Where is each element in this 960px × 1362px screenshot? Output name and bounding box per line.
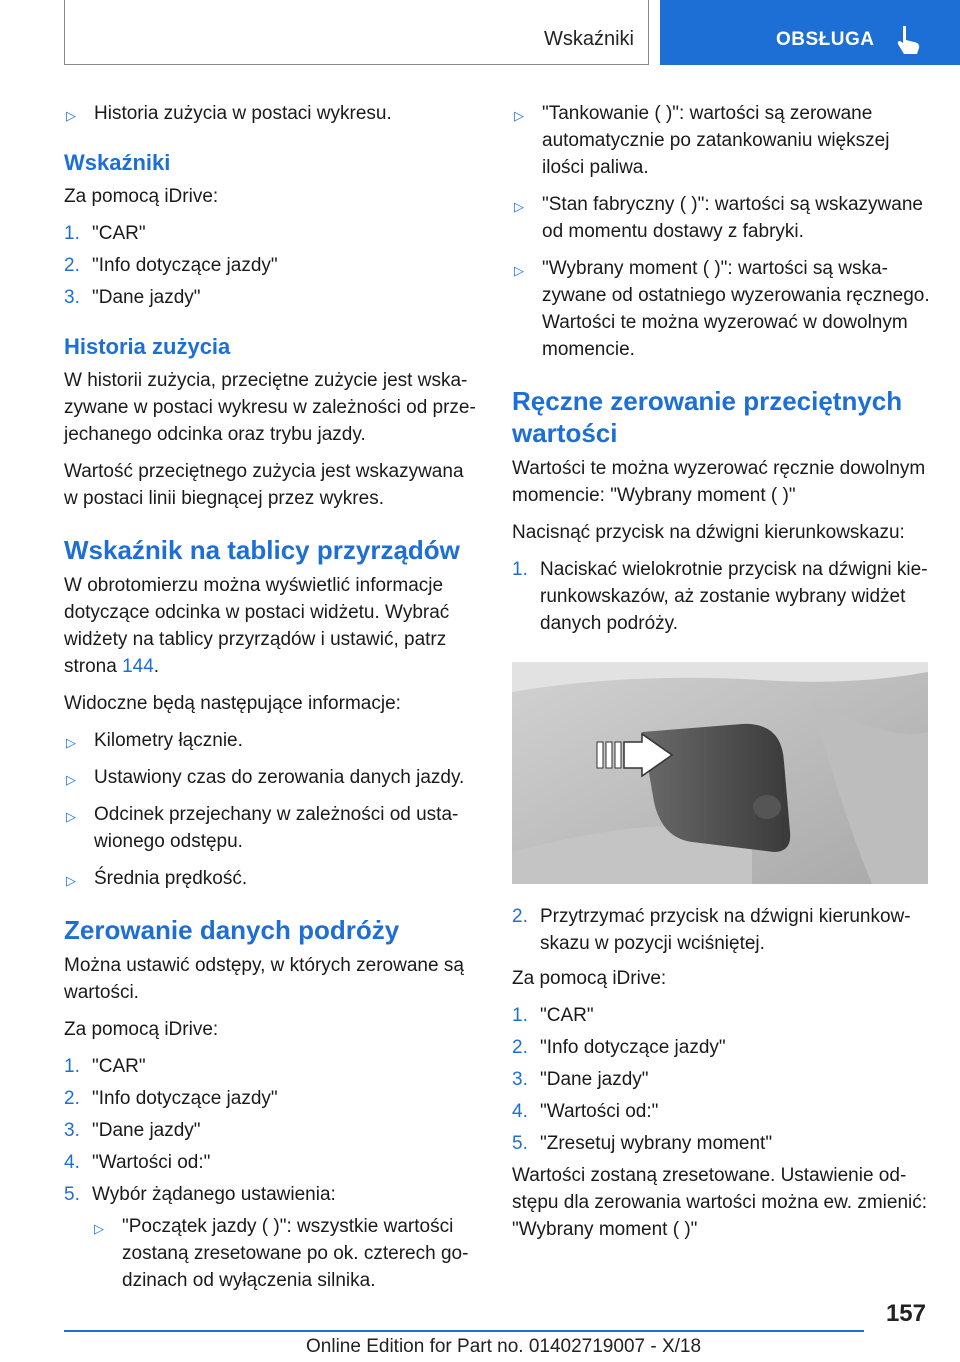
paragraph: Wartości te można wyzerować ręcznie dowolnym momencie: "Wybrany moment ( )" (512, 458, 926, 506)
paragraph: Wartość przeciętnego zużycia jest wskazywana w postaci linii biegnącej przez wykres. (64, 461, 464, 509)
paragraph: Widoczne będą następujące informacje: (64, 693, 401, 714)
triangle-bullet-icon: ▷ (66, 735, 76, 750)
list-item: 3. "Dane jazdy" (64, 1120, 201, 1141)
heading-reczne-zerowanie: Ręczne zerowanie przeciętnych wartości (512, 386, 903, 448)
left-column (64, 100, 480, 1304)
list-item: 2. "Info dotyczące jazdy" (512, 1037, 726, 1058)
list-item: ▷ "Wybrany moment ( )": wartości są wskazywane od ostatniego wyzerowania ręcznego. Wartości te można wyzerować w dowolnym momencie. (514, 258, 930, 360)
header-section-box (64, 0, 649, 65)
paragraph: W obrotomierzu można wyświetlić informacje dotyczące odcinka w postaci widżetu. Wybrać widżety na tablicy przyrządów i ustawić, patrz strona 144. (64, 575, 450, 677)
list-item: ▷ Odcinek przejechany w zależności od ustawionego odstępu. (66, 804, 459, 852)
bullet-list (64, 727, 480, 892)
paragraph: W historii zużycia, przeciętne zużycie jest wskazywane w postaci wykresu w zależności od przejechanego odcinka oraz trybu jazdy. (64, 370, 476, 445)
heading-historia: Historia zużycia (64, 334, 231, 359)
list-item: ▷ Średnia prędkość. (64, 865, 480, 892)
header-chapter-tab[interactable] (660, 0, 960, 65)
list-item: 5. "Zresetuj wybrany moment" (512, 1133, 773, 1154)
bullet-list (512, 100, 930, 363)
list-item: 1. "CAR" (512, 1005, 594, 1026)
triangle-bullet-icon: ▷ (66, 873, 76, 888)
footer-edition: Online Edition for Part no. 01402719007 - X/18 (306, 1336, 702, 1357)
list-item: ▷ Historia zużycia w postaci wykresu. (64, 100, 480, 127)
list-item: 1. "CAR" (64, 1056, 146, 1077)
paragraph: Za pomocą iDrive: (64, 186, 219, 207)
list-item: 1. "CAR" (64, 223, 146, 244)
triangle-bullet-icon: ▷ (514, 108, 524, 123)
triangle-bullet-icon: ▷ (66, 809, 76, 824)
page-link-144[interactable]: 144 (122, 656, 154, 677)
heading-zerowanie: Zerowanie danych podróży (64, 915, 400, 945)
numbered-list-3 (512, 1002, 930, 1157)
list-item: 2. Przytrzymać przycisk na dźwigni kierunkowskazu w pozycji wciśniętej. (512, 906, 911, 954)
footer-divider (64, 1330, 864, 1332)
paragraph: Za pomocą iDrive: (64, 1019, 219, 1040)
turn-signal-lever-button-illustration (512, 662, 928, 884)
list-item: 2. "Info dotyczące jazdy" (64, 1088, 278, 1109)
header-chapter-label: OBSŁUGA (776, 29, 875, 50)
pointing-hand-icon (894, 24, 924, 56)
triangle-bullet-icon: ▷ (66, 108, 76, 123)
list-item: ▷ "Tankowanie ( )": wartości są zerowane automatycznie po zatankowaniu większej ilości paliwa. (514, 103, 890, 178)
page-number: 157 (885, 1300, 926, 1327)
list-item: 4. "Wartości od:" (512, 1101, 659, 1122)
list-item: 4. "Wartości od:" (64, 1152, 211, 1173)
triangle-bullet-icon: ▷ (94, 1221, 104, 1236)
numbered-list-1 (64, 220, 480, 311)
list-item: 3. "Dane jazdy" (64, 287, 201, 308)
triangle-bullet-icon: ▷ (514, 199, 524, 214)
paragraph: Za pomocą iDrive: (512, 968, 667, 989)
triangle-bullet-icon: ▷ (514, 263, 524, 278)
right-column (512, 100, 930, 1253)
list-item: 3. "Dane jazdy" (512, 1069, 649, 1090)
triangle-bullet-icon: ▷ (66, 772, 76, 787)
list-item: ▷ Ustawiony czas do zerowania danych jazdy. (64, 764, 480, 791)
paragraph: Nacisnąć przycisk na dźwigni kierunkowskazu: (512, 522, 905, 543)
heading-tablica: Wskaźnik na tablicy przyrządów (64, 535, 460, 565)
list-item: ▷ Kilometry łącznie. (64, 727, 480, 754)
list-item: 2. "Info dotyczące jazdy" (64, 255, 278, 276)
numbered-list-2 (64, 1053, 480, 1208)
heading-wskazniki: Wskaźniki (64, 150, 171, 175)
list-item: 5. Wybór żądanego ustawienia: (64, 1184, 336, 1205)
paragraph: Wartości zostaną zresetowane. Ustawienie odstępu dla zerowania wartości można ew. zmienić: "Wybrany moment ( )" (512, 1165, 928, 1240)
list-item: 1. Naciskać wielokrotnie przycisk na dźwigni kierunkowskazów, aż zostanie wybrany widżet danych podróży. (512, 559, 928, 634)
header-section-title: Wskaźniki (543, 28, 634, 50)
sub-list-item: ▷ "Początek jazdy ( )": wszystkie wartości zostaną zresetowane po ok. czterech godzinach od wyłączenia silnika. (94, 1216, 469, 1291)
paragraph: Można ustawić odstępy, w których zerowane są wartości. (64, 955, 464, 1003)
list-item: ▷ "Stan fabryczny ( )": wartości są wskazywane od momentu dostawy z fabryki. (514, 194, 923, 242)
